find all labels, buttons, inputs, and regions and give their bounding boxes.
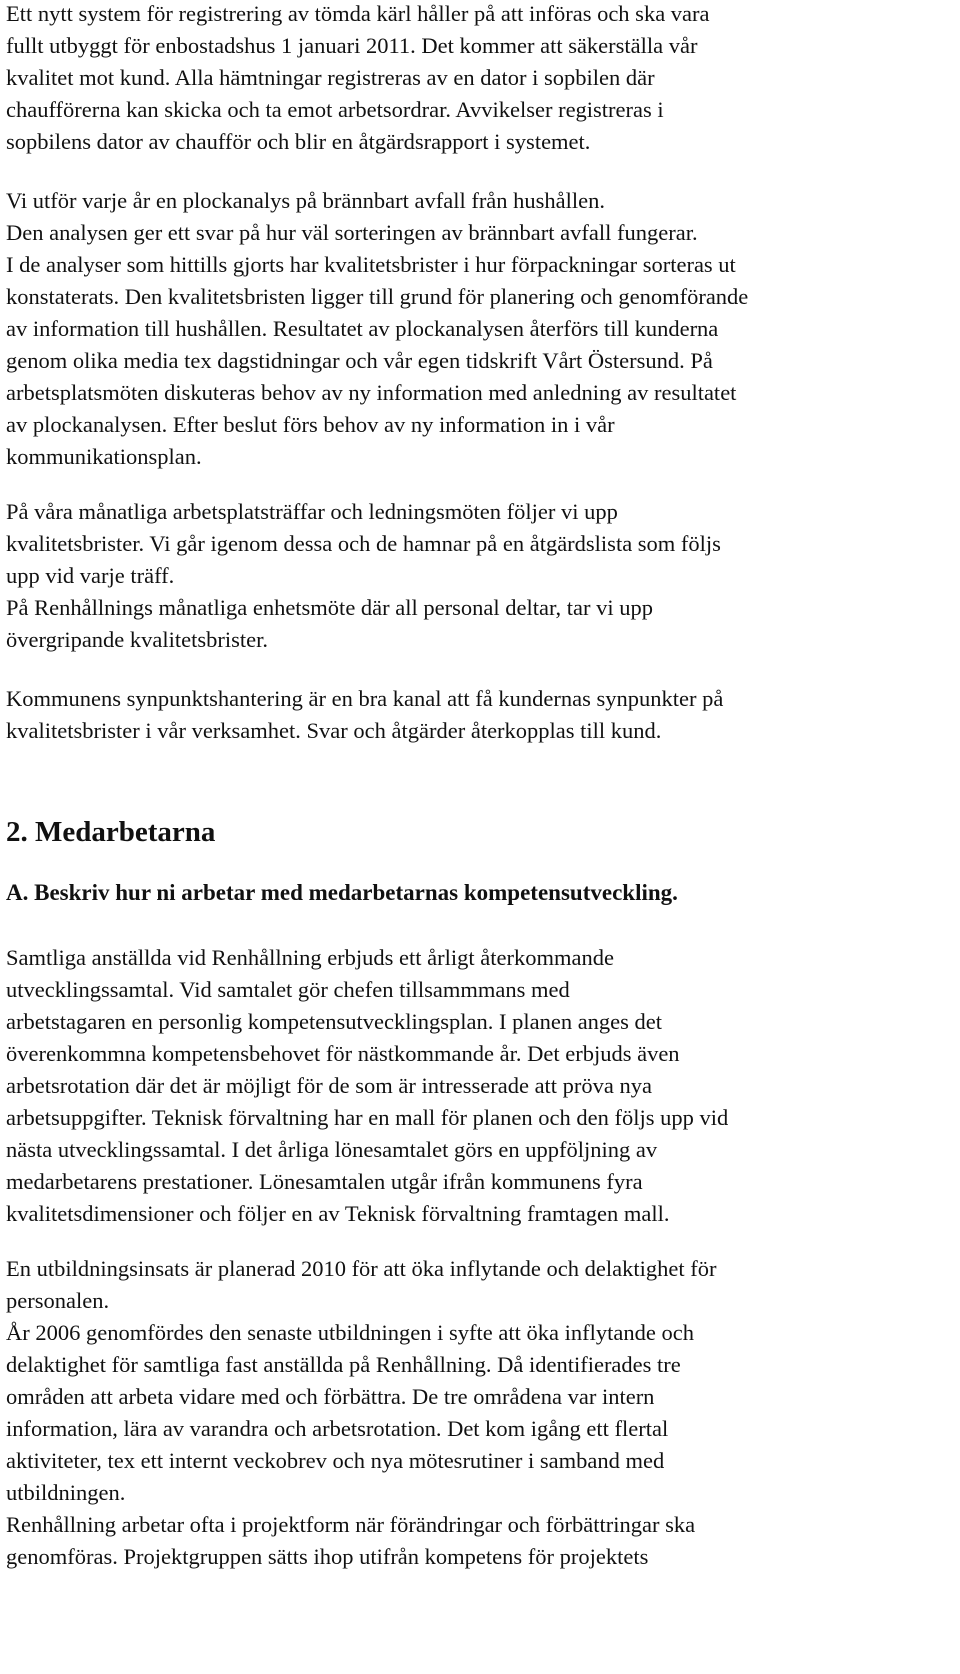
text-line: kvalitetsdimensioner och följer en av Teknisk förvaltning framtagen mall.	[6, 1201, 670, 1226]
text-line: delaktighet för samtliga fast anställda på Renhållning. Då identifierades tre	[6, 1352, 681, 1377]
text-line: av plockanalysen. Efter beslut förs behov av ny information in i vår	[6, 412, 615, 437]
text-line: arbetsuppgifter. Teknisk förvaltning har en mall för planen och den följs upp vid	[6, 1105, 729, 1130]
text-line: På våra månatliga arbetsplatsträffar och ledningsmöten följer vi upp	[6, 499, 618, 524]
text-line: överenkommna kompetensbehovet för nästkommande år. Det erbjuds även	[6, 1041, 680, 1066]
paragraph-feedback-handling	[6, 683, 723, 747]
paragraph-plockanalys	[6, 185, 748, 473]
text-line: utvecklingssamtal. Vid samtalet gör chefen tillsammmans med	[6, 977, 570, 1002]
question-subheading: A. Beskriv hur ni arbetar med medarbetarnas kompetensutveckling.	[6, 880, 678, 905]
text-line: kommunikationsplan.	[6, 444, 202, 469]
text-line: I de analyser som hittills gjorts har kvalitetsbrister i hur förpackningar sorteras ut	[6, 252, 736, 277]
text-line: chaufförerna kan skicka och ta emot arbetsordrar. Avvikelser registreras i	[6, 97, 664, 122]
text-line: Ett nytt system för registrering av tömda kärl håller på att införas och ska vara	[6, 1, 710, 26]
text-line: kvalitetsbrister i vår verksamhet. Svar och åtgärder återkopplas till kund.	[6, 718, 662, 743]
text-line: utbildningen.	[6, 1480, 126, 1505]
text-line: genom olika media tex dagstidningar och vår egen tidskrift Vårt Östersund. På	[6, 348, 713, 373]
text-line: information, lära av varandra och arbetsrotation. Det kom igång ett flertal	[6, 1416, 669, 1441]
text-line: Renhållning arbetar ofta i projektform när förändringar och förbättringar ska	[6, 1512, 696, 1537]
text-line: genomföras. Projektgruppen sätts ihop utifrån kompetens för projektets	[6, 1544, 649, 1569]
text-line: upp vid varje träff.	[6, 563, 175, 588]
text-line: personalen.	[6, 1288, 110, 1313]
paragraph-training-effort	[6, 1253, 716, 1573]
text-line: På Renhållnings månatliga enhetsmöte där all personal deltar, tar vi upp	[6, 595, 654, 620]
paragraph-development-talks	[6, 942, 728, 1230]
text-line: arbetsplatsmöten diskuteras behov av ny information med anledning av resultatet	[6, 380, 737, 405]
text-line: Den analysen ger ett svar på hur väl sorteringen av brännbart avfall fungerar.	[6, 220, 698, 245]
text-line: nästa utvecklingssamtal. I det årliga lönesamtalet görs en uppföljning av	[6, 1137, 658, 1162]
text-line: övergripande kvalitetsbrister.	[6, 627, 269, 652]
text-line: arbetstagaren en personlig kompetensutvecklingsplan. I planen anges det	[6, 1009, 663, 1034]
text-line: medarbetarens prestationer. Lönesamtalen utgår ifrån kommunens fyra	[6, 1169, 643, 1194]
text-line: År 2006 genomfördes den senaste utbildningen i syfte att öka inflytande och	[6, 1320, 694, 1345]
text-line: kvalitetsbrister. Vi går igenom dessa och de hamnar på en åtgärdslista som följs	[6, 531, 721, 556]
paragraph-workplace-meetings	[6, 496, 721, 656]
text-line: områden att arbeta vidare med och förbättra. De tre områdena var intern	[6, 1384, 655, 1409]
text-line: av information till hushållen. Resultatet av plockanalysen återförs till kunderna	[6, 316, 719, 341]
text-line: kvalitet mot kund. Alla hämtningar registreras av en dator i sopbilen där	[6, 65, 655, 90]
text-line: fullt utbyggt för enbostadshus 1 januari 2011. Det kommer att säkerställa vår	[6, 33, 698, 58]
text-line: aktiviteter, tex ett internt veckobrev och nya mötesrutiner i samband med	[6, 1448, 665, 1473]
text-line: arbetsrotation där det är möjligt för de som är intresserade att pröva nya	[6, 1073, 653, 1098]
text-line: En utbildningsinsats är planerad 2010 för att öka inflytande och delaktighet för	[6, 1256, 717, 1281]
text-line: konstaterats. Den kvalitetsbristen ligger till grund för planering och genomförande	[6, 284, 749, 309]
text-line: Samtliga anställda vid Renhållning erbjuds ett årligt återkommande	[6, 945, 614, 970]
paragraph-registration-system	[6, 0, 710, 158]
text-line: sopbilens dator av chaufför och blir en åtgärdsrapport i systemet.	[6, 129, 591, 154]
text-line: Kommunens synpunktshantering är en bra kanal att få kundernas synpunkter på	[6, 686, 724, 711]
text-line: Vi utför varje år en plockanalys på brännbart avfall från hushållen.	[6, 188, 606, 213]
section-heading: 2. Medarbetarna	[6, 816, 216, 848]
